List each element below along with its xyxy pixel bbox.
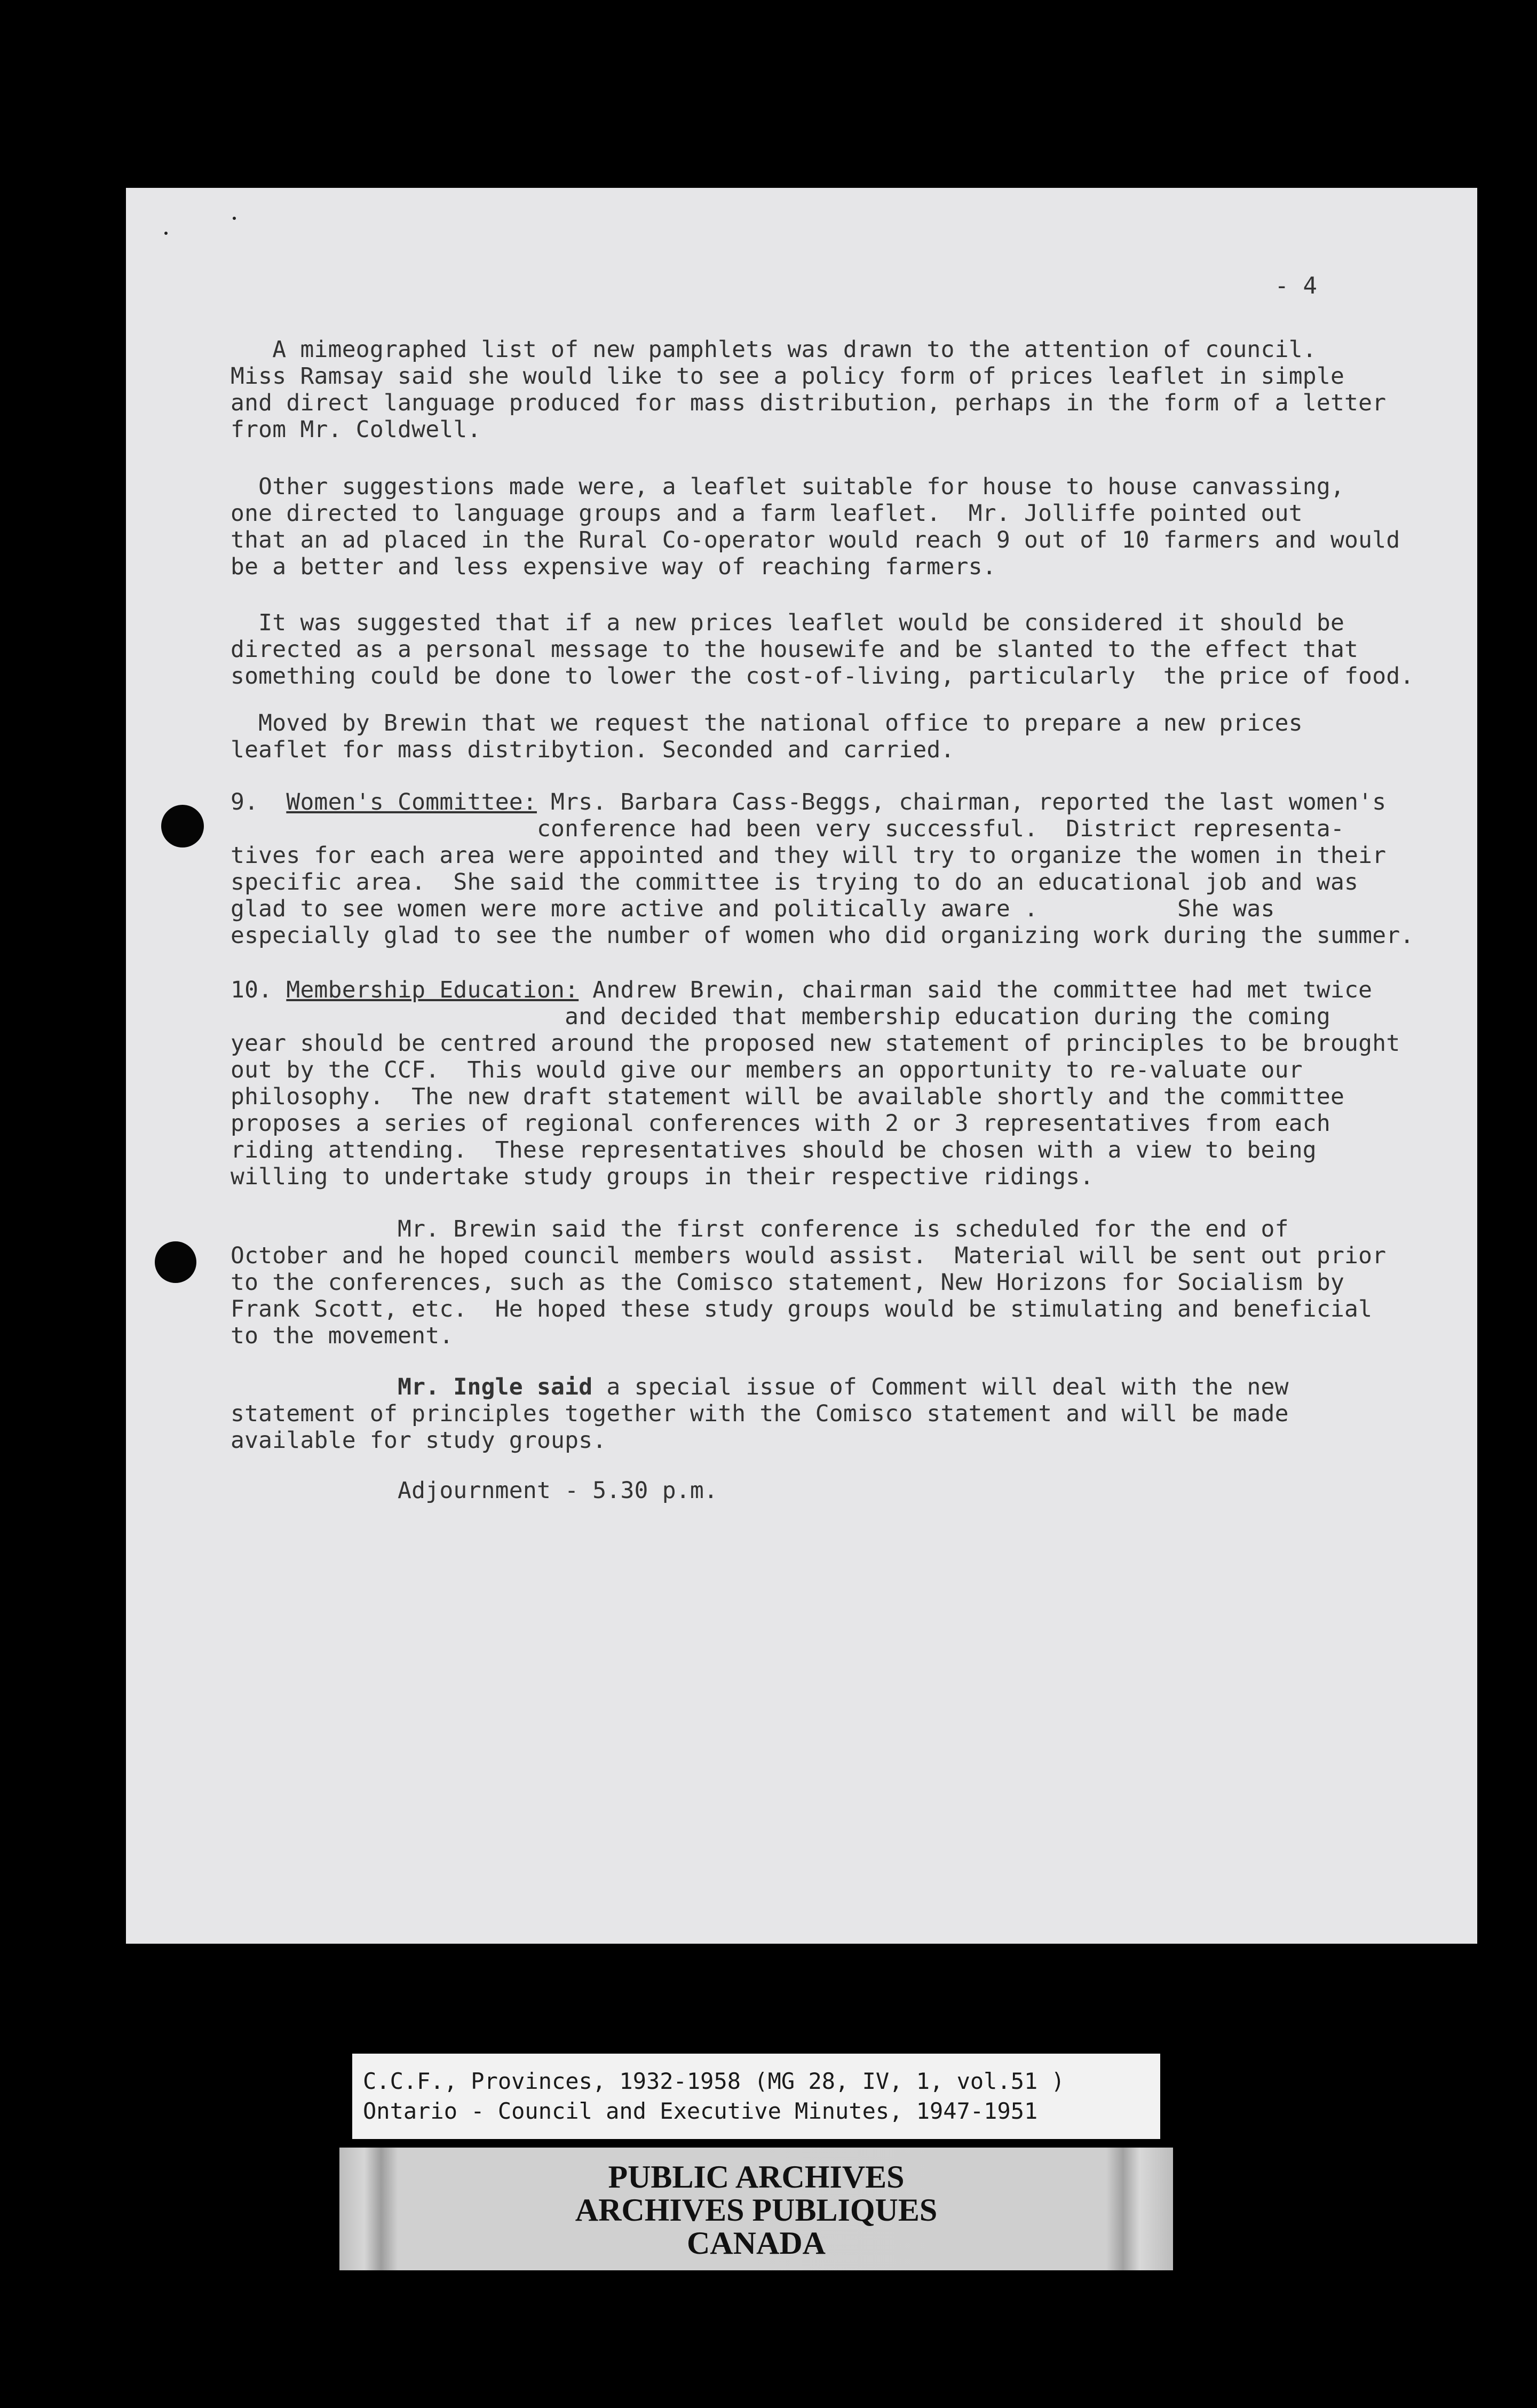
paragraph-prices-leaflet: It was suggested that if a new prices leaflet would be considered it should be directed as a personal message to the housewife and be slanted to the effect that something could be done to lower the cost-of-living, particularly the price of food.: [231, 609, 1414, 690]
item-membership-education: [231, 977, 1383, 1003]
speck-mark: [164, 232, 168, 235]
document-page: [126, 188, 1477, 1944]
speaker-name: Mr. Ingle said: [398, 1374, 593, 1400]
section-heading-membership-education: Membership Education:: [286, 977, 579, 1003]
punch-hole-mark: [155, 1241, 196, 1283]
paragraph-comment-issue-body: statement of principles together with the Comisco statement and will be made available for study groups.: [231, 1400, 1289, 1454]
page-number: - 4: [1274, 272, 1317, 299]
adjournment-line: Adjournment - 5.30 p.m.: [231, 1477, 718, 1504]
paragraph-comment-issue: [231, 1374, 1383, 1400]
stamp-line-2: ARCHIVES PUBLIQUES: [575, 2192, 938, 2228]
item-first-line: Mrs. Barbara Cass-Beggs, chairman, reported the last women's: [536, 789, 1387, 815]
speck-mark: [233, 217, 236, 220]
paragraph-motion: Moved by Brewin that we request the national office to prepare a new prices leaflet for mass distribytion. Seconded and carried.: [231, 710, 1303, 763]
paragraph-other-suggestions: Other suggestions made were, a leaflet suitable for house to house canvassing, one directed to language groups and a farm leaflet. Mr. Jolliffe pointed out that an ad placed in the Rural Co-operator would reach 9 out of 10 farmers and would be a better and less expensive way of reaching farmers.: [231, 473, 1400, 580]
punch-hole-mark: [161, 805, 204, 847]
item-womens-committee: [231, 789, 1387, 815]
label-line-2: Ontario - Council and Executive Minutes, 1947-1951: [363, 2098, 1038, 2124]
stamp-line-1: PUBLIC ARCHIVES: [608, 2159, 905, 2195]
paragraph-first-line: a special issue of Comment will deal with the new: [592, 1374, 1289, 1400]
paragraph-pamphlets: A mimeographed list of new pamphlets was drawn to the attention of council. Miss Ramsay said she would like to see a policy form of prices leaflet in simple and direct language produced for mass distribution, perhaps in the form of a letter from Mr. Coldwell.: [231, 336, 1387, 443]
section-heading-womens-committee: Women's Committee:: [286, 789, 537, 815]
paragraph-first-conference: Mr. Brewin said the first conference is scheduled for the end of October and he hoped council members would assist. Material will be sent out prior to the conferences, such as the Comisco statement, New Horizons for Socialism by Frank Scott, etc. He hoped these study groups would be stimulating and beneficial to the movement.: [231, 1216, 1387, 1349]
item-membership-education-body: and decided that membership education during the coming year should be centred around the proposed new statement of principles to be brought out by the CCF. This would give our members an opportunity to re-valuate our philosophy. The new draft statement will be available shortly and the committee proposes a series of regional conferences with 2 or 3 representatives from each riding attending. These representatives should be chosen with a view to being willing to undertake study groups in their respective ridings.: [231, 1003, 1400, 1190]
label-line-1: C.C.F., Provinces, 1932-1958 (MG 28, IV, 1, vol.51 ): [363, 2068, 1065, 2094]
archive-reference-label: [352, 2054, 1160, 2139]
item-first-line: Andrew Brewin, chairman said the committee had met twice: [579, 977, 1373, 1003]
item-womens-committee-body: conference had been very successful. District representa- tives for each area were appointed and they will try to organize the women in their specific area. She said the committee is trying to do an educational job and was glad to see women were more active and politically aware . She was especially glad to see the number of women who did organizing work during the summer.: [231, 815, 1414, 949]
item-number: 9.: [231, 789, 259, 815]
archives-stamp: [339, 2148, 1173, 2270]
stamp-line-3: CANADA: [687, 2225, 826, 2261]
item-number: 10.: [231, 977, 273, 1003]
